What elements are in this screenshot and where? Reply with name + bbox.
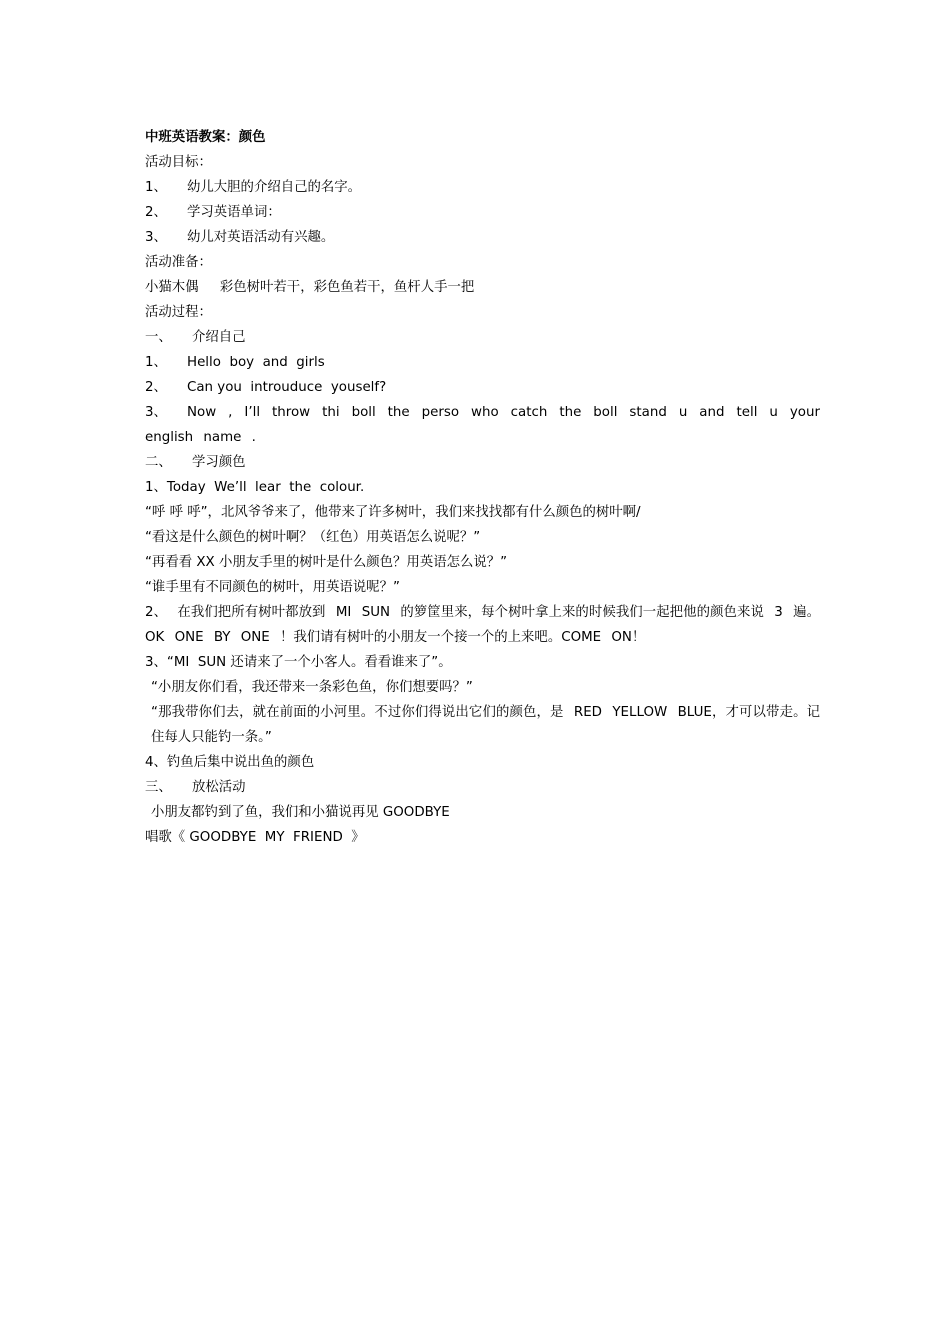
section-2-quote-6: “那我带你们去，就在前面的小河里。不过你们得说出它们的颜色，是 RED YELLOW BLUE，才可以带走。记住每人只能钓一条。” [151, 705, 820, 745]
section-2-line-1: 1、Today We’ll lear the colour. [145, 480, 365, 495]
section-1-heading [145, 325, 820, 350]
section-2-quote-2: “看这是什么颜色的树叶啊？（红色）用英语怎么说呢？” [145, 530, 481, 545]
goal-item-3 [145, 225, 820, 250]
section-1-item-1 [145, 350, 820, 375]
section-1-item-2 [145, 375, 820, 400]
document-page [145, 125, 820, 850]
section-title: 学习颜色 [192, 455, 246, 470]
section-3-line-1: 小朋友都钓到了鱼，我们和小猫说再见 GOODBYE [151, 805, 450, 820]
item-text: Hello boy and girls [187, 355, 325, 370]
goal-item-1 [145, 175, 820, 200]
section-2-item-2: 2、 在我们把所有树叶都放到 MI SUN 的箩筐里来，每个树叶拿上来的时候我们一起把他的颜色来说 3 遍。OK ONE BY ONE ！我们请有树叶的小朋友一个接一个的上来吧。COME ON！ [145, 605, 820, 645]
section-2-quote-3: “再看看 XX 小朋友手里的树叶是什么颜色？用英语怎么说？” [145, 555, 508, 570]
item-number: 1、 [145, 355, 167, 370]
item-text: Now , I’ll throw thi boll the perso who catch the boll stand u and tell u your english name . [145, 405, 820, 445]
prep-heading: 活动准备： [145, 255, 212, 270]
section-2-heading [145, 450, 820, 475]
section-2-quote-4: “谁手里有不同颜色的树叶，用英语说呢？” [145, 580, 400, 595]
section-title: 放松活动 [192, 780, 246, 795]
goal-text: 幼儿对英语活动有兴趣。 [187, 230, 335, 245]
goal-text: 学习英语单词： [187, 205, 281, 220]
section-number: 三、 [145, 780, 172, 795]
process-heading: 活动过程： [145, 305, 212, 320]
section-2-item-4: 4、钓鱼后集中说出鱼的颜色 [145, 755, 315, 770]
document-title: 中班英语教案：颜色 [145, 130, 266, 145]
section-number: 二、 [145, 455, 172, 470]
section-number: 一、 [145, 330, 172, 345]
section-2-quote-5: “小朋友你们看，我还带来一条彩色鱼，你们想要吗？” [151, 680, 473, 695]
goal-text: 幼儿大胆的介绍自己的名字。 [187, 180, 362, 195]
goal-number: 3、 [145, 230, 167, 245]
section-1-item-3 [145, 400, 820, 450]
goal-number: 1、 [145, 180, 167, 195]
goal-number: 2、 [145, 205, 167, 220]
item-number: 2、 [145, 380, 167, 395]
section-3-line-2: 唱歌《 GOODBYE MY FRIEND 》 [145, 830, 365, 845]
goal-item-2 [145, 200, 820, 225]
item-text: Can you introuduce youself? [187, 380, 387, 395]
section-2-item-3: 3、“MI SUN 还请来了一个小客人。看看谁来了”。 [145, 655, 452, 670]
section-title: 介绍自己 [192, 330, 246, 345]
section-3-heading [145, 775, 820, 800]
section-2-quote-1: “呼 呼 呼”，北风爷爷来了，他带来了许多树叶，我们来找找都有什么颜色的树叶啊/ [145, 505, 641, 520]
prep-text: 小猫木偶 彩色树叶若干，彩色鱼若干，鱼杆人手一把 [145, 280, 475, 295]
goals-heading: 活动目标： [145, 155, 212, 170]
item-number: 3、 [145, 405, 167, 420]
